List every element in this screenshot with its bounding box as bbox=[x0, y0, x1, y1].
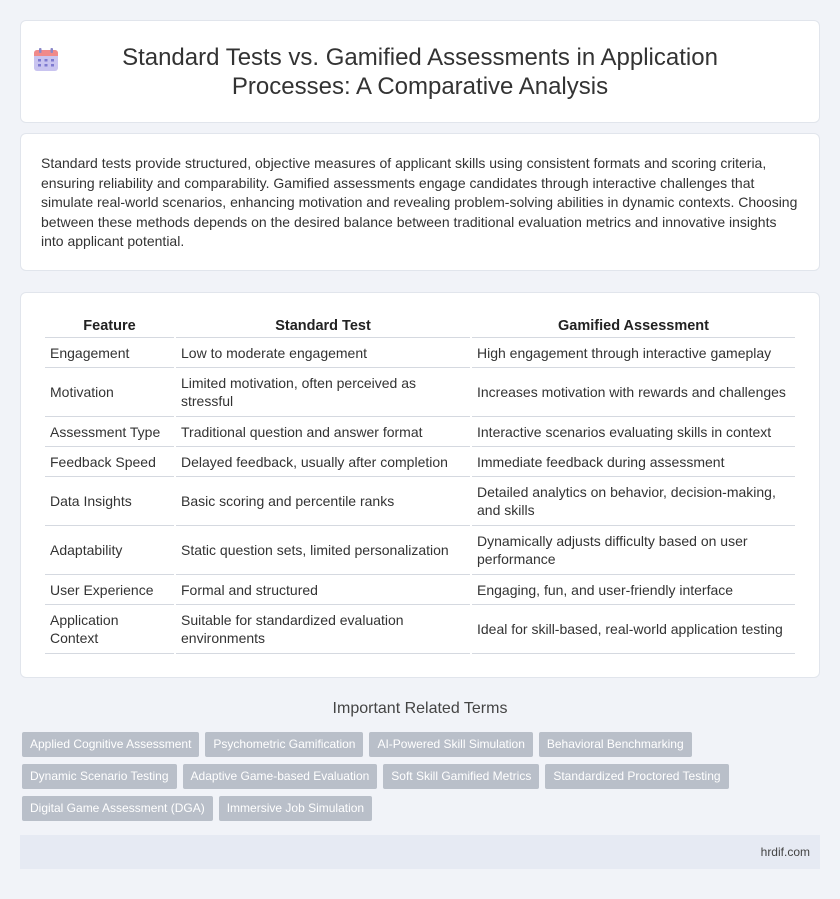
gamified-cell: Increases motivation with rewards and challenges bbox=[472, 368, 795, 417]
gamified-cell: Dynamically adjusts difficulty based on user performance bbox=[472, 526, 795, 575]
intro-card bbox=[20, 133, 820, 271]
title-wrap bbox=[81, 43, 759, 101]
table-row bbox=[45, 526, 795, 575]
feature-cell: Application Context bbox=[45, 605, 174, 654]
related-term-tag[interactable]: AI-Powered Skill Simulation bbox=[369, 732, 532, 757]
related-term-tag[interactable]: Standardized Proctored Testing bbox=[545, 764, 728, 789]
related-term-tag[interactable]: Soft Skill Gamified Metrics bbox=[383, 764, 539, 789]
related-term-tag[interactable]: Applied Cognitive Assessment bbox=[22, 732, 199, 757]
gamified-cell: Ideal for skill-based, real-world application testing bbox=[472, 605, 795, 654]
gamified-cell: Detailed analytics on behavior, decision-making, and skills bbox=[472, 477, 795, 526]
footer bbox=[20, 835, 820, 869]
feature-cell: Feedback Speed bbox=[45, 447, 174, 477]
header-feature: Feature bbox=[45, 313, 174, 338]
title-card bbox=[20, 20, 820, 123]
feature-cell: Data Insights bbox=[45, 477, 174, 526]
comparison-table-card bbox=[20, 292, 820, 678]
standard-test-cell: Low to moderate engagement bbox=[176, 338, 470, 368]
related-terms-tags bbox=[22, 732, 812, 821]
feature-cell: Motivation bbox=[45, 368, 174, 417]
standard-test-cell: Traditional question and answer format bbox=[176, 417, 470, 447]
header-gamified-assessment: Gamified Assessment bbox=[472, 313, 795, 338]
footer-site-link[interactable]: hrdif.com bbox=[760, 845, 810, 859]
related-term-tag[interactable]: Adaptive Game-based Evaluation bbox=[183, 764, 378, 789]
related-term-tag[interactable]: Dynamic Scenario Testing bbox=[22, 764, 177, 789]
gamified-cell: High engagement through interactive gameplay bbox=[472, 338, 795, 368]
feature-cell: User Experience bbox=[45, 575, 174, 605]
calendar-icon bbox=[33, 48, 59, 72]
standard-test-cell: Limited motivation, often perceived as stressful bbox=[176, 368, 470, 417]
gamified-cell: Immediate feedback during assessment bbox=[472, 447, 795, 477]
related-terms-title: Important Related Terms bbox=[332, 700, 508, 717]
standard-test-cell: Formal and structured bbox=[176, 575, 470, 605]
related-term-tag[interactable]: Digital Game Assessment (DGA) bbox=[22, 796, 213, 821]
page-title: Standard Tests vs. Gamified Assessments in Application Processes: A Comparative Analysis bbox=[122, 43, 718, 100]
table-row bbox=[45, 605, 795, 654]
header-standard-test: Standard Test bbox=[176, 313, 470, 338]
table-row bbox=[45, 477, 795, 526]
table-row bbox=[45, 368, 795, 417]
gamified-cell: Engaging, fun, and user-friendly interface bbox=[472, 575, 795, 605]
table-row bbox=[45, 575, 795, 605]
feature-cell: Adaptability bbox=[45, 526, 174, 575]
standard-test-cell: Basic scoring and percentile ranks bbox=[176, 477, 470, 526]
table-row bbox=[45, 417, 795, 447]
related-term-tag[interactable]: Psychometric Gamification bbox=[205, 732, 363, 757]
intro-paragraph: Standard tests provide structured, objective measures of applicant skills using consistent formats and scoring criteria, ensuring reliability and comparability. Gamified assessments engage candidates through interactive challenges that simulate real-world scenarios, enhancing motivation and revealing problem-solving abilities in dynamic contexts. Choosing between these methods depends on the desired balance between traditional evaluation metrics and innovative insights into applicant potential. bbox=[41, 155, 798, 249]
related-term-tag[interactable]: Immersive Job Simulation bbox=[219, 796, 372, 821]
table-row bbox=[45, 447, 795, 477]
comparison-table bbox=[43, 313, 797, 654]
standard-test-cell: Delayed feedback, usually after completion bbox=[176, 447, 470, 477]
standard-test-cell: Suitable for standardized evaluation environments bbox=[176, 605, 470, 654]
standard-test-cell: Static question sets, limited personalization bbox=[176, 526, 470, 575]
table-header-row bbox=[45, 313, 795, 338]
related-term-tag[interactable]: Behavioral Benchmarking bbox=[539, 732, 692, 757]
feature-cell: Engagement bbox=[45, 338, 174, 368]
gamified-cell: Interactive scenarios evaluating skills in context bbox=[472, 417, 795, 447]
feature-cell: Assessment Type bbox=[45, 417, 174, 447]
table-row bbox=[45, 338, 795, 368]
